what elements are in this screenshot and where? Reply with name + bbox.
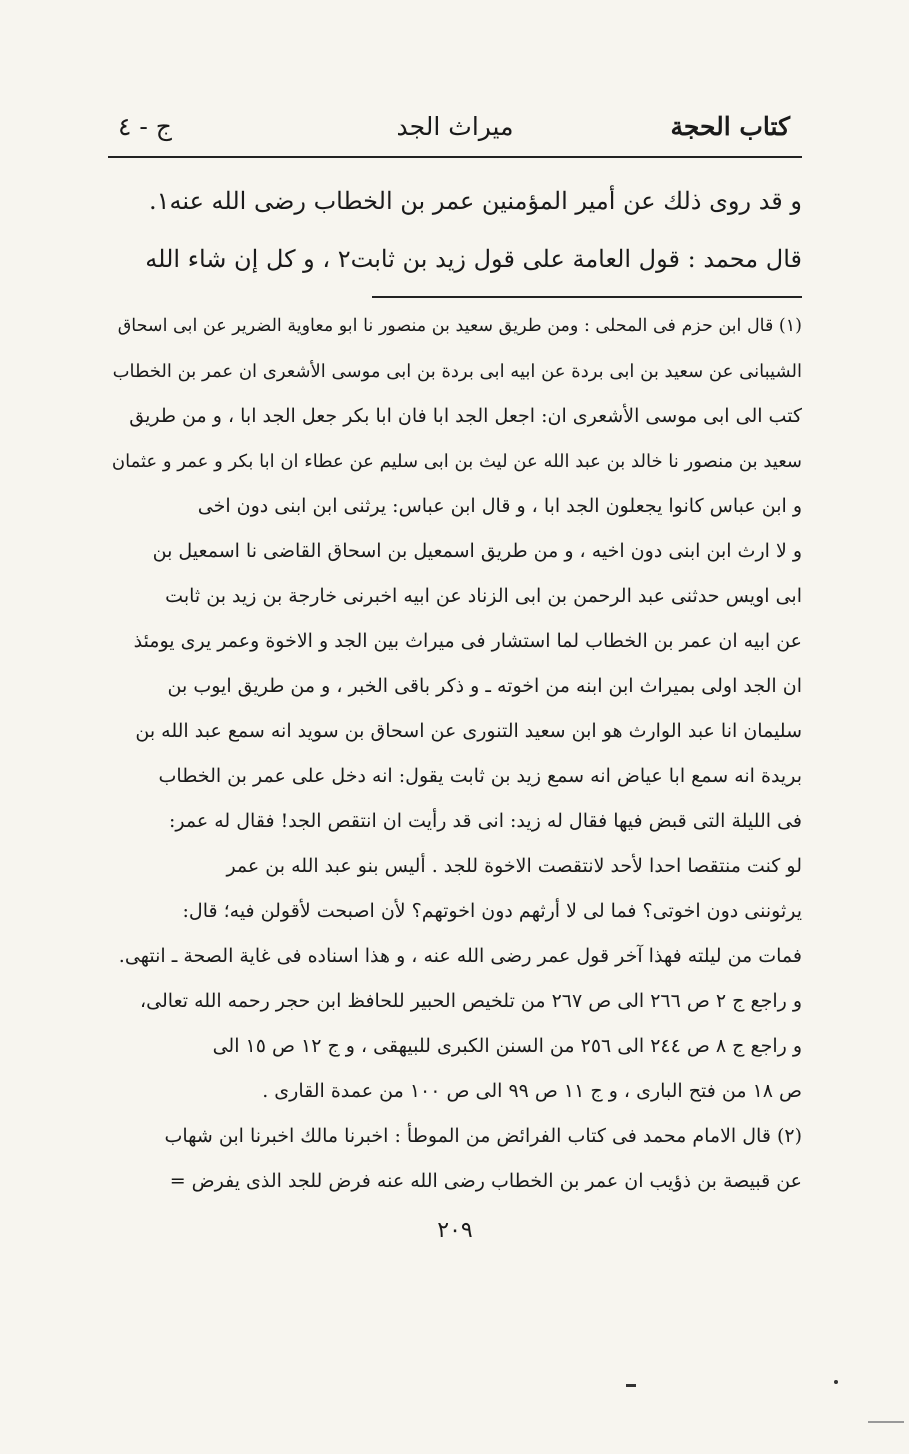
volume-number: ج - ٤ <box>118 112 172 141</box>
scan-edge-line <box>868 1421 904 1423</box>
footnote-line: عن ابيه ان عمر بن الخطاب لما استشار فى ميراث بين الجد و الاخوة وعمر يرى يومئذ <box>133 630 802 652</box>
footnote-line: كتب الى ابى موسى الأشعرى ان: اجعل الجد ابا فان ابا بكر جعل الجد ابا ، و من طريق <box>129 405 802 427</box>
footnotes <box>108 304 802 1204</box>
footnote-line: فمات من ليلته فهذا آخر قول عمر رضى الله عنه ، و هذا اسناده فى غاية الصحة ـ انتهى. <box>118 945 802 967</box>
footnote-line: ص ١٨ من فتح البارى ، و ج ١١ ص ٩٩ الى ص ١٠٠ من عمدة القارى . <box>262 1080 802 1102</box>
footnote-line: يرثوننى دون اخوتى؟ فما لى لا أرثهم دون اخوتهم؟ لأن اصبحت لأقولن فيه؛ قال: <box>182 900 802 922</box>
footnote-line: لو كنت منتقصا احدا لأحد لانتقصت الاخوة للجد . أليس بنو عبد الله بن عمر <box>226 855 802 877</box>
main-text-line: و قد روى ذلك عن أمير المؤمنين عمر بن الخطاب رضى الله عنه١. <box>148 187 802 215</box>
footnote-line: ابى اويس حدثنى عبد الرحمن بن ابى الزناد عن ابيه اخبرنى خارجة بن زيد بن ثابت <box>165 585 802 607</box>
footnote-line: و راجع ج ٨ ص ٢٤٤ الى ٢٥٦ من السنن الكبرى للبيهقى ، و ج ١٢ ص ١٥ الى <box>212 1035 802 1057</box>
book-title: كتاب الحجة <box>670 112 790 141</box>
footnote-line: (٢) قال الامام محمد فى كتاب الفرائض من الموطأ : اخبرنا مالك اخبرنا ابن شهاب <box>164 1125 802 1147</box>
book-page <box>108 100 802 1243</box>
footnote-line: و راجع ج ٢ ص ٢٦٦ الى ص ٢٦٧ من تلخيص الحبير للحافظ ابن حجر رحمه الله تعالى، <box>140 990 802 1012</box>
main-text <box>108 172 802 288</box>
footnote-line: فى الليلة التى قبض فيها فقال له زيد: انى قد رأيت ان انتقص الجد! فقال له عمر: <box>168 810 802 832</box>
scan-mark <box>834 1380 838 1384</box>
main-text-line: قال محمد : قول العامة على قول زيد بن ثابت٢ ، و كل إن شاء الله <box>145 245 802 273</box>
page-number: ٢٠٩ <box>437 1218 473 1243</box>
footnote-divider <box>372 296 802 298</box>
footnote-line: ان الجد اولى بميراث ابن ابنه من اخوته ـ و ذكر باقى الخبر ، و من طريق ايوب بن <box>167 675 802 697</box>
scan-mark <box>626 1384 636 1387</box>
footnote-line: عن قبيصة بن ذؤيب ان عمر بن الخطاب رضى الله عنه فرض للجد الذى يفرض = <box>169 1170 802 1192</box>
footnote-line: (١) قال ابن حزم فى المحلى : ومن طريق سعيد بن منصور نا ابو معاوية الضرير عن ابى اسحاق <box>117 316 802 336</box>
footnote-line: و ابن عباس كانوا يجعلون الجد ابا ، و قال ابن عباس: يرثنى ابن ابنى دون اخى <box>197 495 802 517</box>
header-divider <box>108 156 802 158</box>
page-header <box>108 100 802 150</box>
footnote-line: بريدة انه سمع ابا عياض انه سمع زيد بن ثابت يقول: انه دخل على عمر بن الخطاب <box>158 765 802 787</box>
footnote-line: سليمان انا عبد الوارث هو ابن سعيد التنورى عن اسحاق بن سويد انه سمع عبد الله بن <box>135 720 802 742</box>
chapter-title: ميراث الجد <box>396 112 514 141</box>
footnote-line: سعيد بن منصور نا خالد بن عبد الله عن ليث بن ابى سليم عن عطاء ان ابا بكر و عمر و عثمان <box>111 451 802 472</box>
footnote-line: و لا ارث ابن ابنى دون اخيه ، و من طريق اسمعيل بن اسحاق القاضى نا اسمعيل بن <box>152 540 802 562</box>
footnote-line: الشيبانى عن سعيد بن ابى بردة عن ابيه ابى بردة بن ابى موسى الأشعرى ان عمر بن الخطاب <box>112 361 802 382</box>
